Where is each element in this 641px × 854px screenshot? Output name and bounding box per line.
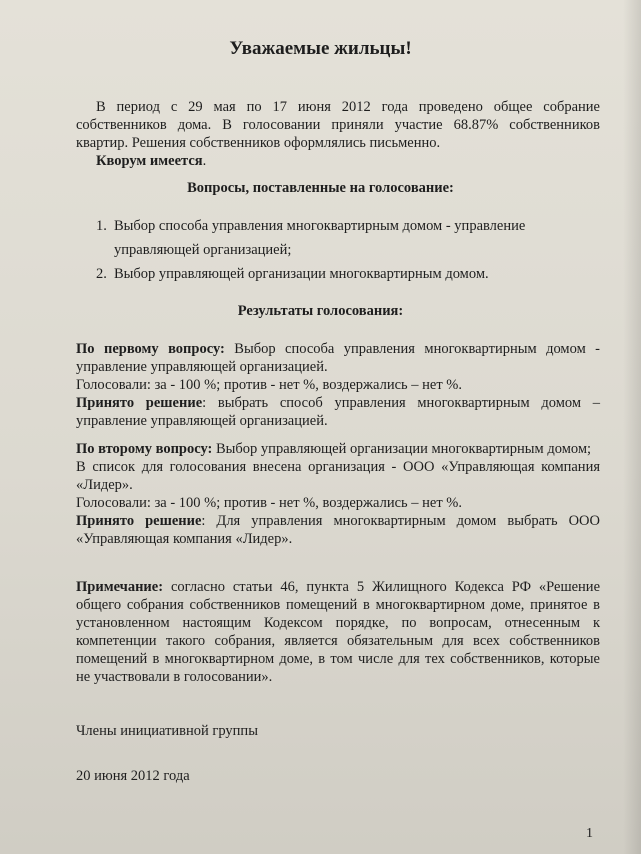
questions-list <box>96 214 596 286</box>
page-number: 1 <box>586 826 593 841</box>
q2-decision <box>76 512 600 548</box>
q2-label: По второму вопросу: <box>76 441 213 457</box>
quorum-text: Кворум имеется <box>96 153 203 169</box>
q2-decision-label: Принято решение <box>76 513 202 529</box>
q1-decision-label: Принято решение <box>76 395 203 411</box>
question-number: 1. <box>96 218 107 234</box>
note-label: Примечание: <box>76 579 164 595</box>
intro-text: В период с 29 мая по 17 июня 2012 года проведено общее собрание собственников дома. В голосовании приняли участие 68.87% собственников квартир. Решения собственников оформлялись письменно. <box>76 99 600 151</box>
question-text: Выбор управляющей организации многоквартирным домом. <box>114 266 489 282</box>
question-item <box>96 214 596 262</box>
question2-result <box>76 440 600 548</box>
quorum-line: Кворум имеется. <box>96 153 207 169</box>
questions-heading: Вопросы, поставленные на голосование: <box>187 180 454 196</box>
note-paragraph <box>76 578 600 686</box>
q2-text: Выбор управляющей организации многоквартирным домом; <box>216 441 592 457</box>
note-text: согласно статьи 46, пункта 5 Жилищного Кодекса РФ «Решение общего собрания собственников помещений в многоквартирном доме, принятое в установленном настоящим Кодексом порядке, по вопросам, отнесенным к компетенции такого собрания, является обязательным для всех собственников помещений в многоквартирном доме, в том числе для тех собственников, которые не участвовали в голосовании». <box>76 579 601 685</box>
question-text: Выбор способа управления многоквартирным домом - управление управляющей организацией; <box>114 218 526 258</box>
q2-decision-text: : Для управления многоквартирным домом выбрать ООО «Управляющая компания «Лидер». <box>76 513 600 547</box>
document-title: Уважаемые жильцы! <box>229 38 412 59</box>
q1-decision <box>76 394 600 430</box>
intro-paragraph <box>76 98 600 152</box>
q1-text: Выбор способа управления многоквартирным домом - управление управляющей организацией. <box>76 341 600 375</box>
document-date: 20 июня 2012 года <box>76 768 190 784</box>
q2-votes: Голосовали: за - 100 %; против - нет %, воздержались – нет %. <box>76 495 463 511</box>
q1-statement <box>76 340 600 376</box>
signature-line: Члены инициативной группы <box>76 723 258 739</box>
q2-list-text: В список для голосования внесена организация - ООО «Управляющая компания «Лидер». <box>76 459 600 493</box>
question1-result <box>76 340 600 430</box>
q1-votes: Голосовали: за - 100 %; против - нет %, воздержались – нет %. <box>76 377 463 393</box>
results-heading: Результаты голосования: <box>237 303 404 319</box>
question-item <box>96 262 596 286</box>
q1-decision-text: : выбрать способ управления многоквартирным домом – управление управляющей организацией. <box>76 395 600 429</box>
q2-statement <box>76 440 600 458</box>
q1-label: По первому вопросу: <box>76 341 225 357</box>
question-number: 2. <box>96 266 107 282</box>
